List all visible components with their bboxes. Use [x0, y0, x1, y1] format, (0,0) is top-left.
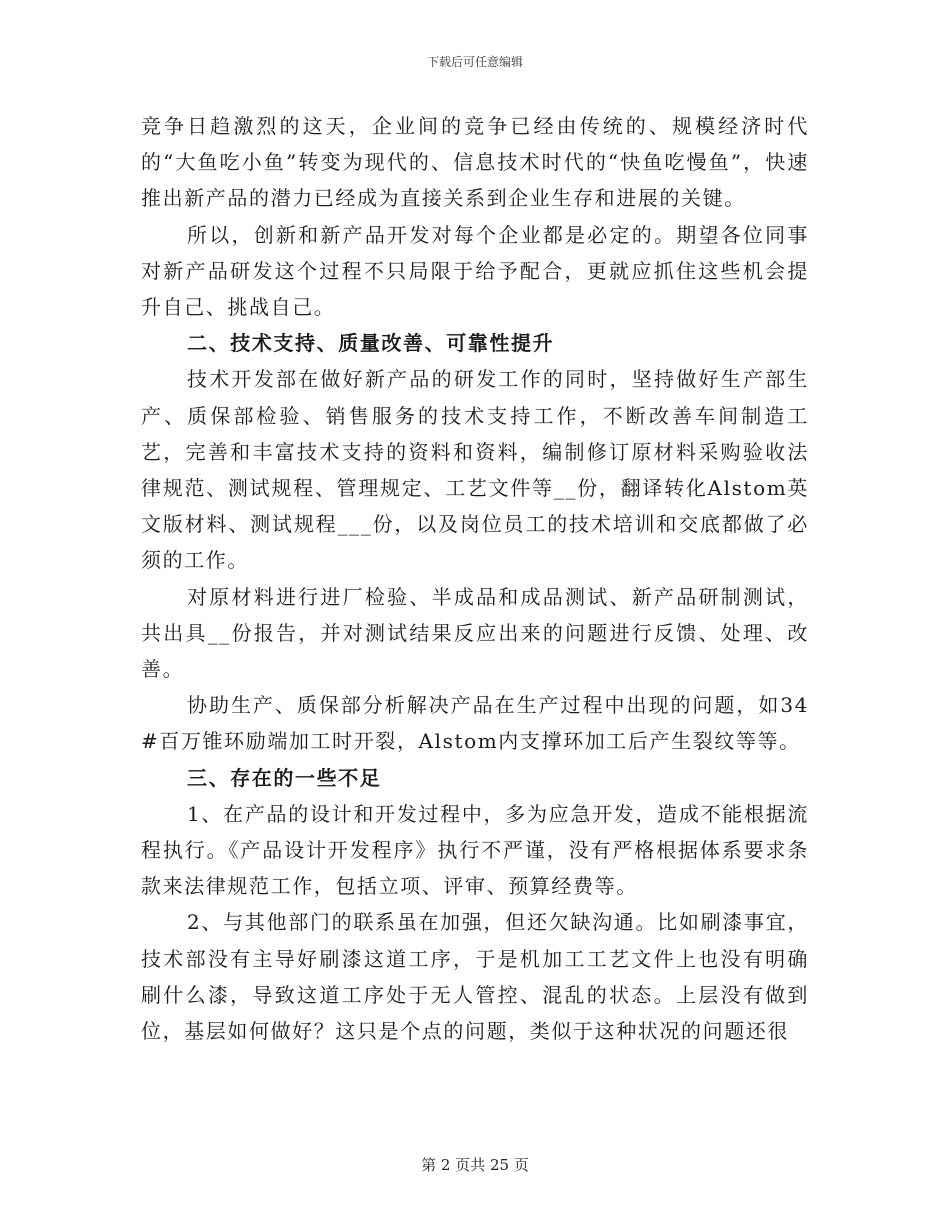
section-heading-tech-support: 二、技术支持、质量改善、可靠性提升	[187, 331, 555, 356]
paragraph-competition: 竞争日趋激烈的这天，企业间的竞争已经由传统的、规模经济时代的“大鱼吃小鱼”转变为现代的、信息技术时代的“快鱼吃慢鱼”，快速推出新产品的潜力已经成为直接关系到企业生存和进展的关键。	[141, 114, 809, 211]
paragraph-tech-support: 技术开发部在做好新产品的研发工作的同时，坚持做好生产部生产、质保部检验、销售服务的技术支持工作，不断改善车间制造工艺，完善和丰富技术支持的资料和资料，编制修订原材料采购验收法律规范、测试规程、管理规定、工艺文件等__份，翻译转化Alstom英文版材料、测试规程___份，以及岗位员工的技术培训和交底都做了必须的工作。	[141, 367, 809, 573]
page-header: 下载后可任意编辑	[426, 55, 523, 69]
section-heading-shortcomings: 三、存在的一些不足	[187, 765, 382, 790]
paragraph-material-testing: 对原材料进行进厂检验、半成品和成品测试、新产品研制测试，共出具__份报告，并对测试结果反应出来的问题进行反馈、处理、改善。	[141, 584, 809, 682]
document-body	[141, 108, 809, 1049]
paragraph-production-issues: 协助生产、质保部分析解决产品在生产过程中出现的问题，如34#百万锥环励端加工时开裂，Alstom内支撑环加工后产生裂纹等等。	[141, 693, 809, 754]
paragraph-innovation: 所以，创新和新产品开发对每个企业都是必定的。期望各位同事对新产品研发这个过程不只局限于给予配合，更就应抓住这些机会提升自己、挑战自己。	[141, 222, 809, 320]
paragraph-shortcoming-1: 1、在产品的设计和开发过程中，多为应急开发，造成不能根据流程执行。《产品设计开发程序》执行不严谨，没有严格根据体系要求条款来法律规范工作，包括立项、评审、预算经费等。	[141, 801, 809, 899]
page-number-footer: 第 2 页共 25 页	[421, 1156, 529, 1174]
paragraph-shortcoming-2: 2、与其他部门的联系虽在加强，但还欠缺沟通。比如刷漆事宜，技术部没有主导好刷漆这道工序，于是机加工工艺文件上也没有明确刷什么漆，导致这道工序处于无人管控、混乱的状态。上层没有做到位，基层如何做好？这只是个点的问题，类似于这种状况的问题还很	[141, 910, 809, 1044]
